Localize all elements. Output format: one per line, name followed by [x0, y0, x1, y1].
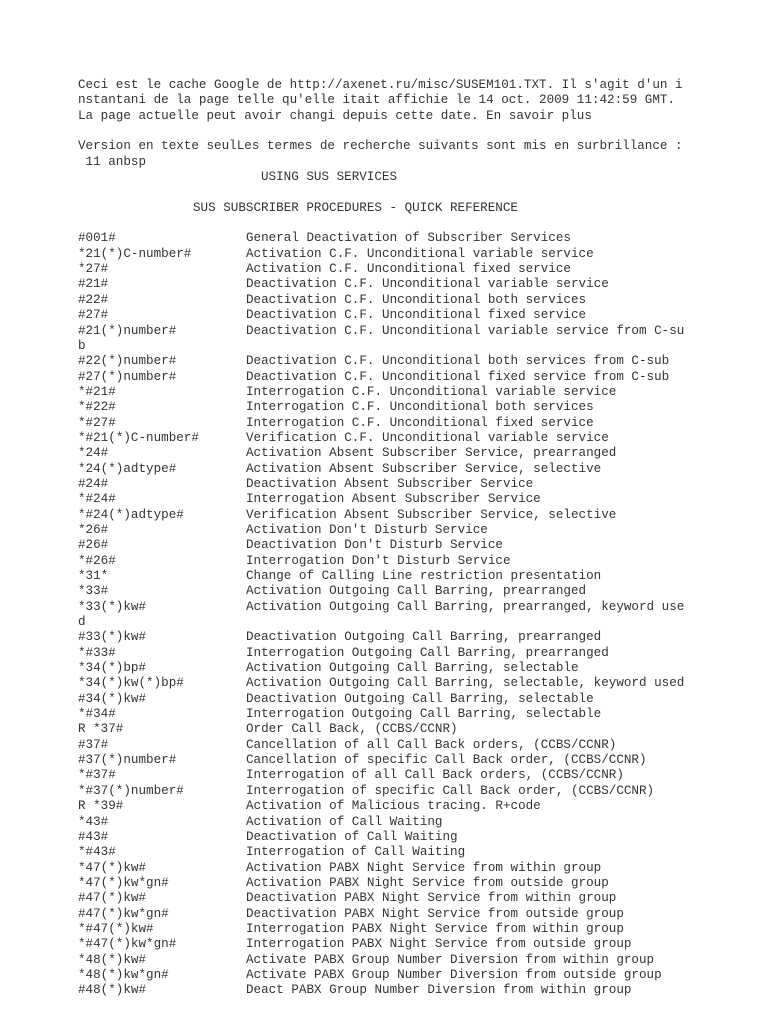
procedure-list [78, 231, 758, 998]
procedure-code: #21(*)number# [78, 323, 177, 338]
procedure-description: Deactivation PABX Night Service from outside group [246, 906, 624, 921]
procedure-description: Deactivation Outgoing Call Barring, selectable [246, 691, 594, 706]
procedure-row [78, 600, 758, 615]
procedure-description: Interrogation Absent Subscriber Service [246, 492, 541, 507]
cache-notice-line-1: Ceci est le cache Google de http://axenet.ru/misc/SUSEM101.TXT. Il s'agit d'un i [78, 78, 683, 92]
procedure-code: *#27# [78, 415, 116, 430]
procedure-row [78, 523, 758, 538]
procedure-code: #22(*)number# [78, 354, 177, 369]
procedure-code: *#47(*)kw*gn# [78, 937, 177, 952]
procedure-code: *33# [78, 584, 109, 599]
procedure-row [78, 722, 758, 737]
procedure-row [78, 815, 758, 830]
procedure-code: #37# [78, 737, 109, 752]
procedure-description: Deactivation PABX Night Service from within group [246, 891, 617, 906]
procedure-code: *21(*)C-number# [78, 246, 192, 261]
procedure-row [78, 431, 758, 446]
procedure-description: Activation Don't Disturb Service [246, 522, 488, 537]
procedure-row [78, 753, 758, 768]
procedure-code: #48(*)kw# [78, 983, 147, 998]
procedure-row [78, 277, 758, 292]
procedure-description: Activation Outgoing Call Barring, prearranged [246, 584, 587, 599]
procedure-code: *#24(*)adtype# [78, 507, 184, 522]
procedure-row [78, 891, 758, 906]
procedure-description: Activation C.F. Unconditional variable service [246, 246, 594, 261]
procedure-description: Interrogation C.F. Unconditional both services [246, 400, 594, 415]
procedure-description: Deactivation C.F. Unconditional fixed service [246, 308, 587, 323]
procedure-row [78, 876, 758, 891]
procedure-description: Change of Calling Line restriction presentation [246, 569, 602, 583]
procedure-row [78, 446, 758, 461]
procedure-description: Interrogation Outgoing Call Barring, prearranged [246, 645, 609, 660]
procedure-row [78, 784, 758, 799]
document-page [78, 78, 758, 999]
procedure-row [78, 385, 758, 400]
procedure-code: *#33# [78, 645, 116, 660]
procedure-row [78, 937, 758, 952]
document-title: USING SUS SERVICES [261, 170, 398, 185]
procedure-description: Interrogation PABX Night Service from outside group [246, 937, 632, 952]
procedure-description: Activation PABX Night Service from within group [246, 860, 602, 875]
blank-line [78, 124, 758, 139]
procedure-description: Activation Outgoing Call Barring, prearranged, keyword use [246, 599, 685, 614]
procedure-code: *#37# [78, 768, 116, 783]
procedure-code: #001# [78, 231, 116, 246]
procedure-code: #33(*)kw# [78, 630, 147, 645]
procedure-code: *#43# [78, 845, 116, 860]
procedure-row [78, 477, 758, 492]
procedure-row [78, 845, 758, 860]
procedure-row [78, 922, 758, 937]
procedure-description: Deactivation Absent Subscriber Service [246, 476, 534, 491]
procedure-code: #47(*)kw*gn# [78, 906, 169, 921]
procedure-description: Interrogation Don't Disturb Service [246, 553, 511, 568]
procedure-row [78, 692, 758, 707]
procedure-description: Activation Outgoing Call Barring, selectable [246, 661, 579, 676]
procedure-code: *31* [78, 569, 109, 583]
procedure-code: *43# [78, 814, 109, 829]
procedure-description: Activation Outgoing Call Barring, selectable, keyword used [246, 676, 685, 691]
procedure-code: *34(*)bp# [78, 661, 147, 676]
procedure-code: *24(*)adtype# [78, 461, 177, 476]
procedure-code: *26# [78, 522, 109, 537]
procedure-code: *27# [78, 262, 109, 277]
procedure-description: Deactivation of Call Waiting [246, 829, 458, 844]
procedure-code: *#24# [78, 492, 116, 507]
procedure-description: Order Call Back, (CCBS/CCNR) [246, 722, 458, 737]
procedure-row [78, 247, 758, 262]
procedure-description: Interrogation C.F. Unconditional fixed service [246, 415, 594, 430]
procedure-row [78, 554, 758, 569]
procedure-row [78, 907, 758, 922]
procedure-row [78, 676, 758, 691]
procedure-code: *33(*)kw# [78, 599, 147, 614]
procedure-row [78, 630, 758, 645]
procedure-row [78, 492, 758, 507]
procedure-row [78, 462, 758, 477]
procedure-row [78, 416, 758, 431]
procedure-row [78, 953, 758, 968]
text-version-line: Version en texte seulLes termes de recherche suivants sont mis en surbrillance : [78, 139, 683, 154]
procedure-row [78, 354, 758, 369]
procedure-description: Interrogation Outgoing Call Barring, selectable [246, 707, 602, 722]
search-terms-line: 11 anbsp [78, 154, 147, 169]
procedure-row [78, 324, 758, 339]
procedure-description: Deact PABX Group Number Diversion from within group [246, 983, 632, 998]
procedure-description: Deactivation Don't Disturb Service [246, 538, 503, 553]
procedure-row [78, 707, 758, 722]
procedure-code: *47(*)kw# [78, 860, 147, 875]
procedure-row [78, 293, 758, 308]
procedure-description: Cancellation of specific Call Back order, (CCBS/CCNR) [246, 753, 647, 768]
procedure-code: #47(*)kw# [78, 891, 147, 906]
procedure-description: Deactivation Outgoing Call Barring, prearranged [246, 630, 602, 645]
procedure-code: *#21# [78, 384, 116, 399]
procedure-code: #27(*)number# [78, 369, 177, 384]
procedure-description: Deactivation C.F. Unconditional both services [246, 292, 587, 307]
procedure-row [78, 370, 758, 385]
procedure-row [78, 308, 758, 323]
procedure-description: Deactivation C.F. Unconditional variable service [246, 277, 609, 292]
procedure-code: *#47(*)kw# [78, 921, 154, 936]
procedure-code: *#37(*)number# [78, 783, 184, 798]
procedure-row [78, 231, 758, 246]
wrapped-line-continuation: d [78, 615, 86, 630]
procedure-description: Interrogation C.F. Unconditional variable service [246, 384, 617, 399]
procedure-code: #27# [78, 308, 109, 323]
procedure-row [78, 584, 758, 599]
procedure-row [78, 861, 758, 876]
procedure-code: *#34# [78, 707, 116, 722]
procedure-code: R *39# [78, 799, 124, 814]
procedure-code: *#26# [78, 553, 116, 568]
procedure-code: *48(*)kw# [78, 952, 147, 967]
procedure-description: Activate PABX Group Number Diversion from outside group [246, 967, 662, 982]
procedure-description: General Deactivation of Subscriber Services [246, 231, 571, 246]
blank-line [78, 216, 758, 231]
procedure-description: Activation of Call Waiting [246, 814, 443, 829]
procedure-code: R *37# [78, 722, 124, 737]
procedure-row [78, 538, 758, 553]
procedure-description: Deactivation C.F. Unconditional variable service from C-su [246, 323, 685, 338]
procedure-code: *48(*)kw*gn# [78, 967, 169, 982]
procedure-description: Deactivation C.F. Unconditional both services from C-sub [246, 354, 670, 369]
procedure-code: #21# [78, 277, 109, 292]
procedure-row [78, 830, 758, 845]
procedure-code: #26# [78, 538, 109, 553]
procedure-code: *#22# [78, 400, 116, 415]
procedure-row [78, 768, 758, 783]
procedure-code: *#21(*)C-number# [78, 430, 199, 445]
procedure-description: Activation Absent Subscriber Service, selective [246, 461, 602, 476]
cache-notice-line-2: nstantani de la page telle qu'elle itait affichie le 14 oct. 2009 11:42:59 GMT. [78, 93, 676, 108]
procedure-description: Interrogation PABX Night Service from within group [246, 921, 624, 936]
procedure-description: Activate PABX Group Number Diversion from within group [246, 952, 655, 967]
procedure-code: *34(*)kw(*)bp# [78, 676, 184, 691]
procedure-description: Interrogation of all Call Back orders, (CCBS/CCNR) [246, 768, 624, 783]
procedure-row [78, 983, 758, 998]
procedure-code: #43# [78, 829, 109, 844]
cache-notice-line-3: La page actuelle peut avoir changi depuis cette date. En savoir plus [78, 108, 592, 123]
document-subtitle: SUS SUBSCRIBER PROCEDURES - QUICK REFERENCE [193, 200, 518, 215]
procedure-code: #22# [78, 292, 109, 307]
procedure-description: Cancellation of all Call Back orders, (CCBS/CCNR) [246, 737, 617, 752]
procedure-row [78, 968, 758, 983]
procedure-code: #24# [78, 476, 109, 491]
procedure-row [78, 738, 758, 753]
procedure-description: Activation Absent Subscriber Service, prearranged [246, 446, 617, 461]
procedure-row [78, 569, 758, 584]
wrapped-line-continuation: b [78, 338, 86, 353]
procedure-description: Interrogation of specific Call Back order, (CCBS/CCNR) [246, 783, 655, 798]
procedure-description: Activation PABX Night Service from outside group [246, 875, 609, 890]
procedure-code: #37(*)number# [78, 753, 177, 768]
procedure-row [78, 646, 758, 661]
procedure-code: *47(*)kw*gn# [78, 875, 169, 890]
blank-line [78, 185, 758, 200]
procedure-description: Activation of Malicious tracing. R+code [246, 799, 541, 814]
procedure-description: Deactivation C.F. Unconditional fixed service from C-sub [246, 369, 670, 384]
procedure-description: Interrogation of Call Waiting [246, 845, 466, 860]
procedure-description: Verification Absent Subscriber Service, selective [246, 507, 617, 522]
procedure-row [78, 508, 758, 523]
procedure-row [78, 661, 758, 676]
procedure-row [78, 400, 758, 415]
procedure-row [78, 799, 758, 814]
procedure-description: Activation C.F. Unconditional fixed service [246, 262, 571, 277]
procedure-code: #34(*)kw# [78, 691, 147, 706]
procedure-row [78, 262, 758, 277]
procedure-description: Verification C.F. Unconditional variable service [246, 430, 609, 445]
procedure-code: *24# [78, 446, 109, 461]
